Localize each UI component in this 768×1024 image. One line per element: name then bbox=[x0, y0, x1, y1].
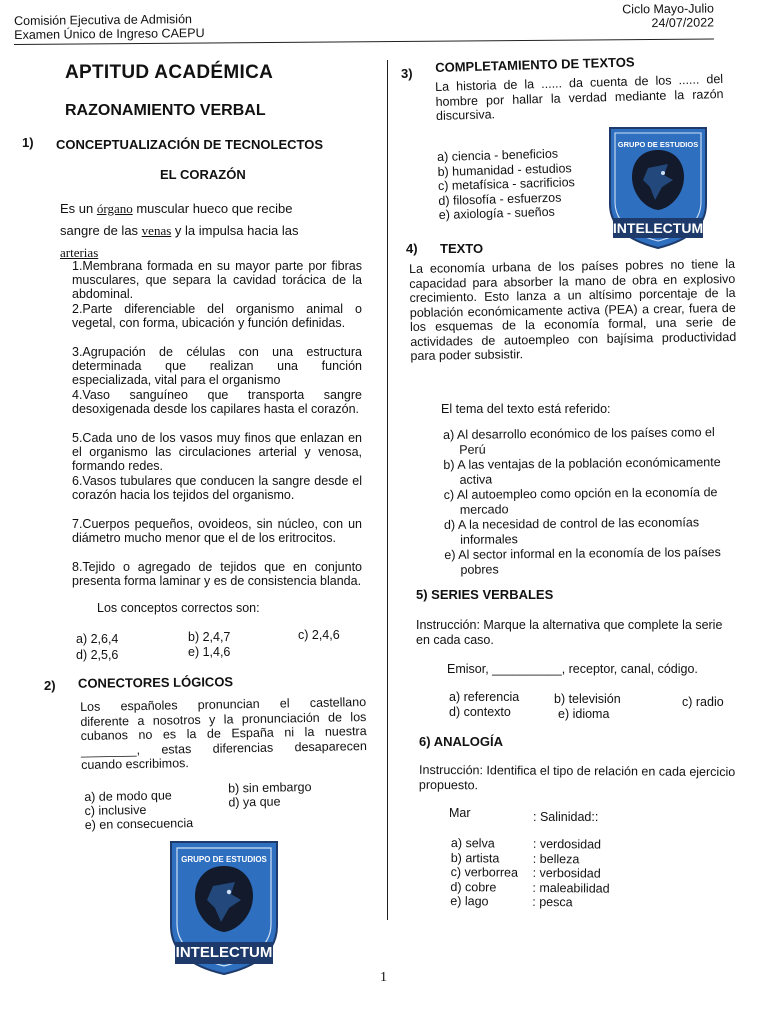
s2-option-e[interactable]: e) en consecuencia bbox=[84, 816, 194, 832]
s2-blank: ________ bbox=[80, 742, 137, 758]
s2-option-d[interactable]: d) ya que bbox=[228, 794, 281, 810]
s1-option-a[interactable]: a) 2,6,4 bbox=[76, 632, 119, 646]
s4-option-a[interactable]: a) Al desarrollo económico de los países como el Perú bbox=[443, 425, 715, 457]
intelectum-logo-2 bbox=[604, 124, 712, 250]
s5-option-d[interactable]: d) contexto bbox=[449, 705, 511, 719]
s5-series: Emisor, __________, receptor, canal, código. bbox=[447, 662, 698, 676]
s4-option-c[interactable]: c) Al autoempleo como opción en la economía de mercado bbox=[443, 485, 718, 517]
page-title: APTITUD ACADÉMICA bbox=[65, 62, 274, 83]
s4-question: El tema del texto está referido: bbox=[441, 402, 611, 416]
list-item: 1.Membrana formada en su mayor parte por fibras musculares, que separa la cavidad torácica de la abdominal. bbox=[72, 259, 362, 302]
s3-option-d[interactable]: d) filosofía - esfuerzos bbox=[438, 190, 562, 208]
list-item: 4.Vaso sanguíneo que transporta sangre desoxigenada desde los capilares hasta el corazón. bbox=[72, 388, 362, 417]
word-arterias: arterias bbox=[60, 245, 99, 260]
column-divider bbox=[387, 60, 388, 920]
page-subtitle: RAZONAMIENTO VERBAL bbox=[65, 102, 266, 119]
s4-option-b[interactable]: b) A las ventajas de la población económicamente activa bbox=[443, 455, 721, 487]
s6-instruction: Instrucción: Identifica el tipo de relación en cada ejercicio propuesto. bbox=[418, 762, 736, 792]
s5-option-c[interactable]: c) radio bbox=[682, 695, 724, 709]
s2-option-b[interactable]: b) sin embargo bbox=[228, 779, 312, 796]
s5-option-e[interactable]: e) idioma bbox=[558, 707, 610, 721]
s1-heading: CONCEPTUALIZACIÓN DE TECNOLECTOS bbox=[56, 137, 323, 152]
s6-option-e[interactable]: e) lago : pesca bbox=[450, 893, 573, 910]
s4-text: La economía urbana de los países pobres no tiene la capacidad para absorber la mano de obra en explosivo crecimiento. Esto lanza a un altísimo porcentaje de la población económicamente activa (PEA) a crear, fuera de los esquemas de la economía formal, una serie de actividades de autoempleo con bajísima productividad para poder subsistir. bbox=[409, 256, 737, 363]
s5-instruction: Instrucción: Marque la alternativa que complete la serie en cada caso. bbox=[416, 618, 723, 647]
list-item: 3.Agrupación de células con una estructura determinada que realizan una función especializada, vital para el organismo bbox=[72, 345, 362, 388]
s6-heading: 6) ANALOGÍA bbox=[419, 734, 504, 749]
s4-number: 4) bbox=[406, 241, 418, 256]
s1-definitions bbox=[72, 259, 362, 603]
s1-number: 1) bbox=[22, 135, 34, 150]
s6-option-b[interactable]: b) artista : belleza bbox=[450, 850, 580, 866]
s3-options bbox=[437, 145, 609, 222]
s6-option-d[interactable]: d) cobre : maleabilidad bbox=[450, 879, 610, 896]
s6-option-c[interactable]: c) verborrea : verbosidad bbox=[450, 864, 601, 881]
word-venas: venas bbox=[141, 223, 172, 238]
header-exam: Examen Único de Ingreso CAEPU bbox=[14, 26, 205, 42]
s2-number: 2) bbox=[44, 678, 56, 693]
header-left bbox=[14, 12, 205, 42]
s2-option-c[interactable]: c) inclusive bbox=[84, 802, 147, 818]
s3-option-b[interactable]: b) humanidad - estudios bbox=[437, 160, 572, 179]
s3-heading: COMPLETAMIENTO DE TEXTOS bbox=[435, 54, 635, 75]
header-right bbox=[612, 1, 714, 30]
s1-option-e[interactable]: e) 1,4,6 bbox=[188, 645, 231, 659]
s2-text: Los españoles pronuncian el castellano diferente a nosotros y la pronunciación de los cubanos no es la de España ni la nuestra ________ , estas diferencias desaparecen cuando escribimos. bbox=[80, 695, 367, 772]
list-item: 7.Cuerpos pequeños, ovoideos, sin núcleo, con un diámetro mucho menor que el de los eritrocitos. bbox=[72, 517, 362, 546]
list-item: 8.Tejido o agregado de tejidos que en conjunto presenta forma laminar y es de consistencia blanda. bbox=[72, 560, 362, 589]
s4-option-e[interactable]: e) Al sector informal en la economía de los países pobres bbox=[444, 545, 721, 577]
header-cycle: Ciclo Mayo-Julio bbox=[622, 1, 714, 17]
s6-options bbox=[450, 836, 610, 910]
word-organo: órgano bbox=[96, 201, 133, 216]
s3-option-a[interactable]: a) ciencia - beneficios bbox=[437, 146, 559, 164]
header-commission: Comisión Ejecutiva de Admisión bbox=[14, 12, 193, 28]
s4-option-d[interactable]: d) A la necesidad de control de las economías informales bbox=[443, 515, 700, 547]
logo-top-text: GRUPO DE ESTUDIOS bbox=[181, 855, 267, 864]
list-item: 5.Cada uno de los vasos muy finos que enlazan en el organismo las circulaciones arterial y venosa, formando redes. bbox=[72, 431, 362, 474]
s6-pair-right: : Salinidad:: bbox=[533, 810, 599, 824]
s3-number: 3) bbox=[401, 66, 413, 81]
logo-bottom-text: INTELECTUM bbox=[612, 220, 704, 236]
s4-options bbox=[443, 425, 735, 577]
s5-heading: 5) SERIES VERBALES bbox=[416, 587, 554, 602]
s5-option-b[interactable]: b) televisión bbox=[554, 692, 621, 706]
s1-option-b[interactable]: b) 2,4,7 bbox=[188, 630, 231, 644]
s2-option-a[interactable]: a) de modo que bbox=[84, 788, 172, 804]
list-item: 2.Parte diferenciable del organismo animal o vegetal, con forma, ubicación y función definidas. bbox=[72, 302, 362, 331]
s6-option-a[interactable]: a) selva : verdosidad bbox=[450, 836, 602, 852]
logo-top-text: GRUPO DE ESTUDIOS bbox=[617, 140, 699, 149]
s1-option-c[interactable]: c) 2,4,6 bbox=[298, 628, 340, 642]
list-item: 6.Vasos tubulares que conducen la sangre desde el corazón hacia los tejidos del organismo. bbox=[72, 474, 362, 503]
s5-option-a[interactable]: a) referencia bbox=[449, 690, 520, 704]
s5-blank: __________ bbox=[492, 662, 562, 676]
s3-text: La historia de la ...... da cuenta de los ...... del hombre por hallar la verdad mediante la razón discursiva. bbox=[435, 71, 724, 123]
logo-bottom-text: INTELECTUM bbox=[175, 944, 273, 961]
s2-heading: CONECTORES LÓGICOS bbox=[77, 674, 234, 691]
s1-subheading: EL CORAZÓN bbox=[160, 167, 246, 182]
s1-option-d[interactable]: d) 2,5,6 bbox=[76, 648, 119, 662]
s1-intro: Es un órgano muscular hueco que recibe sangre de las venas y la impulsa hacia las arterias bbox=[60, 201, 299, 260]
page-number: 1 bbox=[380, 970, 387, 985]
header-date: 24/07/2022 bbox=[651, 15, 715, 31]
s3-option-e[interactable]: e) axiología - sueños bbox=[438, 204, 556, 222]
s1-question: Los conceptos correctos son: bbox=[97, 601, 260, 615]
intelectum-logo bbox=[165, 838, 283, 976]
s4-heading: TEXTO bbox=[440, 241, 484, 256]
s3-option-c[interactable]: c) metafísica - sacrificios bbox=[437, 175, 575, 193]
s6-pair-left: Mar bbox=[449, 806, 471, 820]
